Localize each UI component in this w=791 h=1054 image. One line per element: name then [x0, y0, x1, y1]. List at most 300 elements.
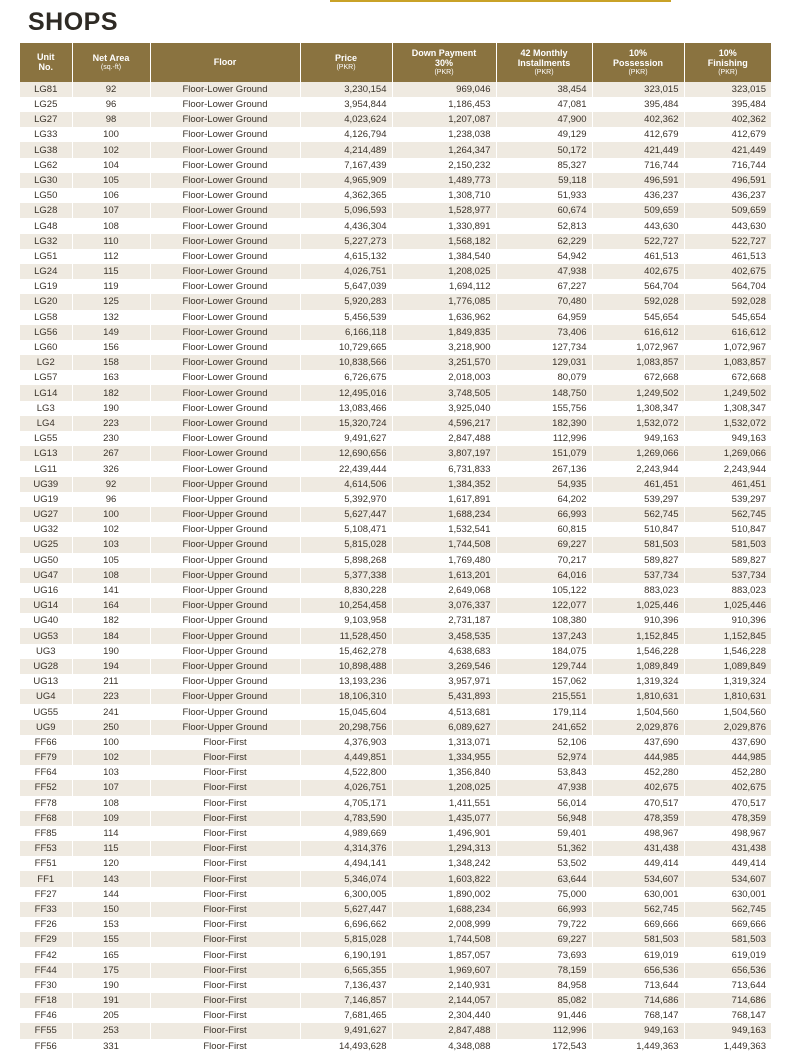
- cell-down-payment: 1,688,234: [392, 507, 496, 522]
- cell-unit-no: FF66: [20, 735, 72, 750]
- cell-finishing: 562,745: [684, 507, 771, 522]
- cell-net-area: 194: [72, 659, 150, 674]
- cell-unit-no: UG14: [20, 598, 72, 613]
- cell-floor: Floor-Upper Ground: [150, 492, 300, 507]
- table-row: [20, 659, 771, 674]
- cell-floor: Floor-Lower Ground: [150, 203, 300, 218]
- cell-net-area: 158: [72, 355, 150, 370]
- cell-floor: Floor-First: [150, 780, 300, 795]
- cell-price: 4,436,304: [300, 218, 392, 233]
- cell-installment: 151,079: [496, 446, 592, 461]
- cell-down-payment: 2,731,187: [392, 613, 496, 628]
- cell-price: 5,392,970: [300, 492, 392, 507]
- cell-down-payment: 5,431,893: [392, 689, 496, 704]
- cell-floor: Floor-Upper Ground: [150, 522, 300, 537]
- column-header-unit-no: [20, 43, 72, 82]
- cell-installment: 49,129: [496, 127, 592, 142]
- table-row: [20, 568, 771, 583]
- cell-net-area: 184: [72, 628, 150, 643]
- cell-down-payment: 1,208,025: [392, 780, 496, 795]
- cell-price: 10,729,665: [300, 340, 392, 355]
- table-row: [20, 370, 771, 385]
- cell-possession: 1,449,363: [592, 1039, 684, 1054]
- table-row: [20, 203, 771, 218]
- cell-finishing: 1,810,631: [684, 689, 771, 704]
- cell-price: 10,898,488: [300, 659, 392, 674]
- table-row: [20, 704, 771, 719]
- cell-finishing: 1,319,324: [684, 674, 771, 689]
- cell-net-area: 102: [72, 142, 150, 157]
- cell-price: 4,783,590: [300, 811, 392, 826]
- table-row: [20, 689, 771, 704]
- cell-floor: Floor-First: [150, 993, 300, 1008]
- cell-floor: Floor-First: [150, 1023, 300, 1038]
- cell-net-area: 150: [72, 902, 150, 917]
- cell-unit-no: LG4: [20, 416, 72, 431]
- cell-floor: Floor-First: [150, 796, 300, 811]
- cell-finishing: 449,414: [684, 856, 771, 871]
- cell-finishing: 672,668: [684, 370, 771, 385]
- column-header-finishing: [684, 43, 771, 82]
- cell-down-payment: 1,330,891: [392, 218, 496, 233]
- cell-down-payment: 2,144,057: [392, 993, 496, 1008]
- cell-price: 15,320,724: [300, 416, 392, 431]
- column-header-installments-line2: Installments: [517, 58, 571, 69]
- cell-possession: 509,659: [592, 203, 684, 218]
- cell-unit-no: UG40: [20, 613, 72, 628]
- cell-unit-no: LG51: [20, 249, 72, 264]
- cell-floor: Floor-Lower Ground: [150, 264, 300, 279]
- cell-price: 4,522,800: [300, 765, 392, 780]
- cell-down-payment: 969,046: [392, 82, 496, 97]
- cell-possession: 630,001: [592, 887, 684, 902]
- cell-finishing: 395,484: [684, 97, 771, 112]
- cell-floor: Floor-Lower Ground: [150, 218, 300, 233]
- cell-unit-no: LG81: [20, 82, 72, 97]
- cell-down-payment: 1,568,182: [392, 234, 496, 249]
- cell-price: 6,190,191: [300, 947, 392, 962]
- cell-net-area: 106: [72, 188, 150, 203]
- cell-installment: 60,674: [496, 203, 592, 218]
- cell-installment: 84,958: [496, 978, 592, 993]
- cell-unit-no: FF44: [20, 963, 72, 978]
- cell-possession: 562,745: [592, 902, 684, 917]
- cell-price: 4,376,903: [300, 735, 392, 750]
- cell-down-payment: 3,218,900: [392, 340, 496, 355]
- cell-possession: 1,308,347: [592, 401, 684, 416]
- table-row: [20, 871, 771, 886]
- cell-down-payment: 1,688,234: [392, 902, 496, 917]
- cell-unit-no: LG14: [20, 385, 72, 400]
- cell-installment: 56,014: [496, 796, 592, 811]
- cell-finishing: 1,025,446: [684, 598, 771, 613]
- cell-finishing: 436,237: [684, 188, 771, 203]
- cell-floor: Floor-Lower Ground: [150, 461, 300, 476]
- table-row: [20, 279, 771, 294]
- cell-installment: 69,227: [496, 537, 592, 552]
- cell-down-payment: 2,649,068: [392, 583, 496, 598]
- cell-unit-no: LG13: [20, 446, 72, 461]
- cell-unit-no: UG47: [20, 568, 72, 583]
- cell-finishing: 470,517: [684, 796, 771, 811]
- cell-floor: Floor-First: [150, 765, 300, 780]
- table-row: [20, 1023, 771, 1038]
- column-header-floor: [150, 43, 300, 82]
- cell-net-area: 100: [72, 507, 150, 522]
- cell-floor: Floor-Upper Ground: [150, 689, 300, 704]
- cell-unit-no: UG55: [20, 704, 72, 719]
- cell-installment: 47,938: [496, 264, 592, 279]
- cell-installment: 75,000: [496, 887, 592, 902]
- cell-possession: 402,675: [592, 780, 684, 795]
- cell-possession: 1,152,845: [592, 628, 684, 643]
- cell-finishing: 1,504,560: [684, 704, 771, 719]
- cell-floor: Floor-First: [150, 932, 300, 947]
- cell-installment: 63,644: [496, 871, 592, 886]
- cell-finishing: 1,449,363: [684, 1039, 771, 1054]
- cell-floor: Floor-Upper Ground: [150, 659, 300, 674]
- cell-net-area: 156: [72, 340, 150, 355]
- cell-finishing: 443,630: [684, 218, 771, 233]
- cell-possession: 1,532,072: [592, 416, 684, 431]
- cell-net-area: 108: [72, 568, 150, 583]
- table-row: [20, 963, 771, 978]
- cell-price: 5,647,039: [300, 279, 392, 294]
- cell-floor: Floor-First: [150, 978, 300, 993]
- table-row: [20, 249, 771, 264]
- cell-price: 4,449,851: [300, 750, 392, 765]
- cell-installment: 60,815: [496, 522, 592, 537]
- cell-installment: 52,974: [496, 750, 592, 765]
- cell-possession: 545,654: [592, 310, 684, 325]
- cell-unit-no: FF64: [20, 765, 72, 780]
- table-row: [20, 416, 771, 431]
- cell-down-payment: 2,847,488: [392, 1023, 496, 1038]
- cell-price: 6,300,005: [300, 887, 392, 902]
- table-row: [20, 431, 771, 446]
- cell-unit-no: UG19: [20, 492, 72, 507]
- cell-net-area: 164: [72, 598, 150, 613]
- cell-finishing: 1,546,228: [684, 644, 771, 659]
- table-row: [20, 522, 771, 537]
- cell-unit-no: FF85: [20, 826, 72, 841]
- cell-possession: 496,591: [592, 173, 684, 188]
- cell-floor: Floor-Upper Ground: [150, 644, 300, 659]
- cell-net-area: 107: [72, 203, 150, 218]
- cell-floor: Floor-First: [150, 826, 300, 841]
- cell-down-payment: 3,957,971: [392, 674, 496, 689]
- cell-floor: Floor-Lower Ground: [150, 416, 300, 431]
- cell-installment: 267,136: [496, 461, 592, 476]
- table-row: [20, 553, 771, 568]
- cell-unit-no: LG28: [20, 203, 72, 218]
- cell-unit-no: UG50: [20, 553, 72, 568]
- cell-net-area: 223: [72, 416, 150, 431]
- cell-price: 5,456,539: [300, 310, 392, 325]
- cell-net-area: 110: [72, 234, 150, 249]
- cell-net-area: 102: [72, 750, 150, 765]
- cell-net-area: 331: [72, 1039, 150, 1054]
- cell-finishing: 910,396: [684, 613, 771, 628]
- cell-net-area: 190: [72, 644, 150, 659]
- cell-net-area: 114: [72, 826, 150, 841]
- cell-installment: 56,948: [496, 811, 592, 826]
- cell-down-payment: 1,348,242: [392, 856, 496, 871]
- cell-possession: 672,668: [592, 370, 684, 385]
- cell-floor: Floor-Lower Ground: [150, 112, 300, 127]
- table-row: [20, 613, 771, 628]
- cell-possession: 1,504,560: [592, 704, 684, 719]
- cell-net-area: 267: [72, 446, 150, 461]
- cell-finishing: 461,513: [684, 249, 771, 264]
- cell-unit-no: FF18: [20, 993, 72, 1008]
- table-row: [20, 796, 771, 811]
- cell-net-area: 105: [72, 553, 150, 568]
- cell-finishing: 1,249,502: [684, 385, 771, 400]
- cell-price: 22,439,444: [300, 461, 392, 476]
- cell-down-payment: 1,356,840: [392, 765, 496, 780]
- table-row: [20, 142, 771, 157]
- table-row: [20, 993, 771, 1008]
- column-header-installments-line1: 42 Monthly: [520, 48, 568, 58]
- cell-installment: 129,031: [496, 355, 592, 370]
- cell-net-area: 250: [72, 720, 150, 735]
- cell-net-area: 105: [72, 173, 150, 188]
- cell-unit-no: LG50: [20, 188, 72, 203]
- cell-possession: 616,612: [592, 325, 684, 340]
- column-header-price-unit: (PKR): [336, 63, 356, 71]
- cell-installment: 129,744: [496, 659, 592, 674]
- table-row: [20, 947, 771, 962]
- column-header-finishing-line1: 10%: [718, 48, 737, 58]
- cell-net-area: 155: [72, 932, 150, 947]
- cell-possession: 412,679: [592, 127, 684, 142]
- cell-unit-no: FF1: [20, 871, 72, 886]
- cell-possession: 581,503: [592, 932, 684, 947]
- cell-finishing: 323,015: [684, 82, 771, 97]
- table-row: [20, 932, 771, 947]
- cell-possession: 537,734: [592, 568, 684, 583]
- table-row: [20, 1039, 771, 1054]
- cell-installment: 70,480: [496, 294, 592, 309]
- cell-floor: Floor-First: [150, 1039, 300, 1054]
- table-row: [20, 644, 771, 659]
- cell-unit-no: FF26: [20, 917, 72, 932]
- cell-down-payment: 2,150,232: [392, 158, 496, 173]
- column-header-price: [300, 43, 392, 82]
- cell-unit-no: LG30: [20, 173, 72, 188]
- cell-floor: Floor-Upper Ground: [150, 568, 300, 583]
- cell-down-payment: 4,513,681: [392, 704, 496, 719]
- cell-net-area: 107: [72, 780, 150, 795]
- cell-price: 15,462,278: [300, 644, 392, 659]
- cell-floor: Floor-First: [150, 871, 300, 886]
- cell-finishing: 539,297: [684, 492, 771, 507]
- cell-floor: Floor-Lower Ground: [150, 310, 300, 325]
- column-header-net-area-unit: (sq.-ft): [100, 63, 122, 71]
- cell-installment: 47,900: [496, 112, 592, 127]
- cell-down-payment: 2,018,003: [392, 370, 496, 385]
- table-row: [20, 735, 771, 750]
- cell-finishing: 1,152,845: [684, 628, 771, 643]
- cell-net-area: 102: [72, 522, 150, 537]
- cell-net-area: 96: [72, 97, 150, 112]
- cell-unit-no: FF46: [20, 1008, 72, 1023]
- cell-possession: 522,727: [592, 234, 684, 249]
- cell-price: 4,705,171: [300, 796, 392, 811]
- cell-possession: 1,025,446: [592, 598, 684, 613]
- cell-net-area: 230: [72, 431, 150, 446]
- cell-installment: 148,750: [496, 385, 592, 400]
- table-row: [20, 97, 771, 112]
- cell-installment: 52,813: [496, 218, 592, 233]
- cell-unit-no: LG56: [20, 325, 72, 340]
- cell-possession: 478,359: [592, 811, 684, 826]
- cell-possession: 1,810,631: [592, 689, 684, 704]
- cell-unit-no: FF53: [20, 841, 72, 856]
- cell-installment: 53,843: [496, 765, 592, 780]
- cell-down-payment: 1,969,607: [392, 963, 496, 978]
- cell-possession: 449,414: [592, 856, 684, 871]
- table-row: [20, 841, 771, 856]
- cell-possession: 2,029,876: [592, 720, 684, 735]
- table-row: [20, 188, 771, 203]
- table-row: [20, 978, 771, 993]
- cell-floor: Floor-Upper Ground: [150, 674, 300, 689]
- cell-installment: 67,227: [496, 279, 592, 294]
- cell-price: 5,108,471: [300, 522, 392, 537]
- cell-unit-no: FF52: [20, 780, 72, 795]
- cell-price: 4,026,751: [300, 264, 392, 279]
- cell-floor: Floor-Upper Ground: [150, 704, 300, 719]
- cell-finishing: 1,532,072: [684, 416, 771, 431]
- cell-price: 10,254,458: [300, 598, 392, 613]
- cell-installment: 50,172: [496, 142, 592, 157]
- cell-possession: 1,083,857: [592, 355, 684, 370]
- cell-down-payment: 1,532,541: [392, 522, 496, 537]
- cell-installment: 179,114: [496, 704, 592, 719]
- cell-unit-no: FF42: [20, 947, 72, 962]
- cell-unit-no: LG25: [20, 97, 72, 112]
- cell-finishing: 534,607: [684, 871, 771, 886]
- cell-finishing: 437,690: [684, 735, 771, 750]
- table-row: [20, 826, 771, 841]
- cell-finishing: 619,019: [684, 947, 771, 962]
- cell-down-payment: 2,847,488: [392, 431, 496, 446]
- cell-down-payment: 1,744,508: [392, 932, 496, 947]
- cell-price: 12,495,016: [300, 385, 392, 400]
- cell-possession: 1,072,967: [592, 340, 684, 355]
- cell-installment: 85,082: [496, 993, 592, 1008]
- cell-unit-no: UG39: [20, 477, 72, 492]
- cell-down-payment: 1,489,773: [392, 173, 496, 188]
- cell-floor: Floor-Lower Ground: [150, 158, 300, 173]
- cell-installment: 137,243: [496, 628, 592, 643]
- cell-price: 4,615,132: [300, 249, 392, 264]
- cell-finishing: 431,438: [684, 841, 771, 856]
- cell-down-payment: 1,334,955: [392, 750, 496, 765]
- cell-unit-no: LG11: [20, 461, 72, 476]
- cell-installment: 64,959: [496, 310, 592, 325]
- cell-down-payment: 3,748,505: [392, 385, 496, 400]
- shops-price-table: [20, 43, 771, 1054]
- cell-floor: Floor-Lower Ground: [150, 142, 300, 157]
- column-header-net-area-line1: Net Area: [92, 53, 130, 64]
- table-row: [20, 765, 771, 780]
- cell-net-area: 100: [72, 735, 150, 750]
- table-row: [20, 325, 771, 340]
- cell-possession: 402,675: [592, 264, 684, 279]
- cell-installment: 69,227: [496, 932, 592, 947]
- column-header-down-payment-line2: 30%: [434, 58, 453, 69]
- cell-net-area: 115: [72, 264, 150, 279]
- cell-floor: Floor-Lower Ground: [150, 355, 300, 370]
- column-header-down-payment-unit: (PKR): [434, 68, 454, 76]
- cell-floor: Floor-First: [150, 887, 300, 902]
- cell-installment: 47,081: [496, 97, 592, 112]
- cell-installment: 70,217: [496, 553, 592, 568]
- table-row: [20, 674, 771, 689]
- cell-finishing: 522,727: [684, 234, 771, 249]
- cell-possession: 534,607: [592, 871, 684, 886]
- cell-finishing: 478,359: [684, 811, 771, 826]
- cell-unit-no: UG28: [20, 659, 72, 674]
- cell-down-payment: 3,251,570: [392, 355, 496, 370]
- cell-down-payment: 2,008,999: [392, 917, 496, 932]
- cell-down-payment: 1,890,002: [392, 887, 496, 902]
- cell-price: 4,314,376: [300, 841, 392, 856]
- cell-finishing: 616,612: [684, 325, 771, 340]
- cell-unit-no: UG32: [20, 522, 72, 537]
- cell-floor: Floor-Upper Ground: [150, 613, 300, 628]
- cell-unit-no: LG27: [20, 112, 72, 127]
- table-row: [20, 401, 771, 416]
- table-row: [20, 158, 771, 173]
- cell-price: 4,494,141: [300, 856, 392, 871]
- cell-finishing: 669,666: [684, 917, 771, 932]
- cell-unit-no: LG55: [20, 431, 72, 446]
- cell-net-area: 326: [72, 461, 150, 476]
- cell-down-payment: 6,731,833: [392, 461, 496, 476]
- cell-installment: 91,446: [496, 1008, 592, 1023]
- cell-net-area: 190: [72, 401, 150, 416]
- column-header-down-payment: [392, 43, 496, 82]
- cell-finishing: 510,847: [684, 522, 771, 537]
- cell-finishing: 537,734: [684, 568, 771, 583]
- cell-finishing: 1,269,066: [684, 446, 771, 461]
- cell-finishing: 545,654: [684, 310, 771, 325]
- cell-price: 9,103,958: [300, 613, 392, 628]
- cell-finishing: 444,985: [684, 750, 771, 765]
- cell-finishing: 509,659: [684, 203, 771, 218]
- cell-down-payment: 1,528,977: [392, 203, 496, 218]
- cell-down-payment: 1,238,038: [392, 127, 496, 142]
- cell-unit-no: LG32: [20, 234, 72, 249]
- cell-finishing: 949,163: [684, 431, 771, 446]
- cell-floor: Floor-Lower Ground: [150, 188, 300, 203]
- cell-price: 7,146,857: [300, 993, 392, 1008]
- table-row: [20, 477, 771, 492]
- cell-possession: 431,438: [592, 841, 684, 856]
- cell-price: 13,083,466: [300, 401, 392, 416]
- cell-floor: Floor-Lower Ground: [150, 325, 300, 340]
- cell-finishing: 461,451: [684, 477, 771, 492]
- column-header-finishing-line2: Finishing: [707, 58, 748, 69]
- cell-floor: Floor-First: [150, 750, 300, 765]
- column-header-floor-line1: Floor: [213, 57, 237, 68]
- cell-price: 4,026,751: [300, 780, 392, 795]
- cell-price: 4,023,624: [300, 112, 392, 127]
